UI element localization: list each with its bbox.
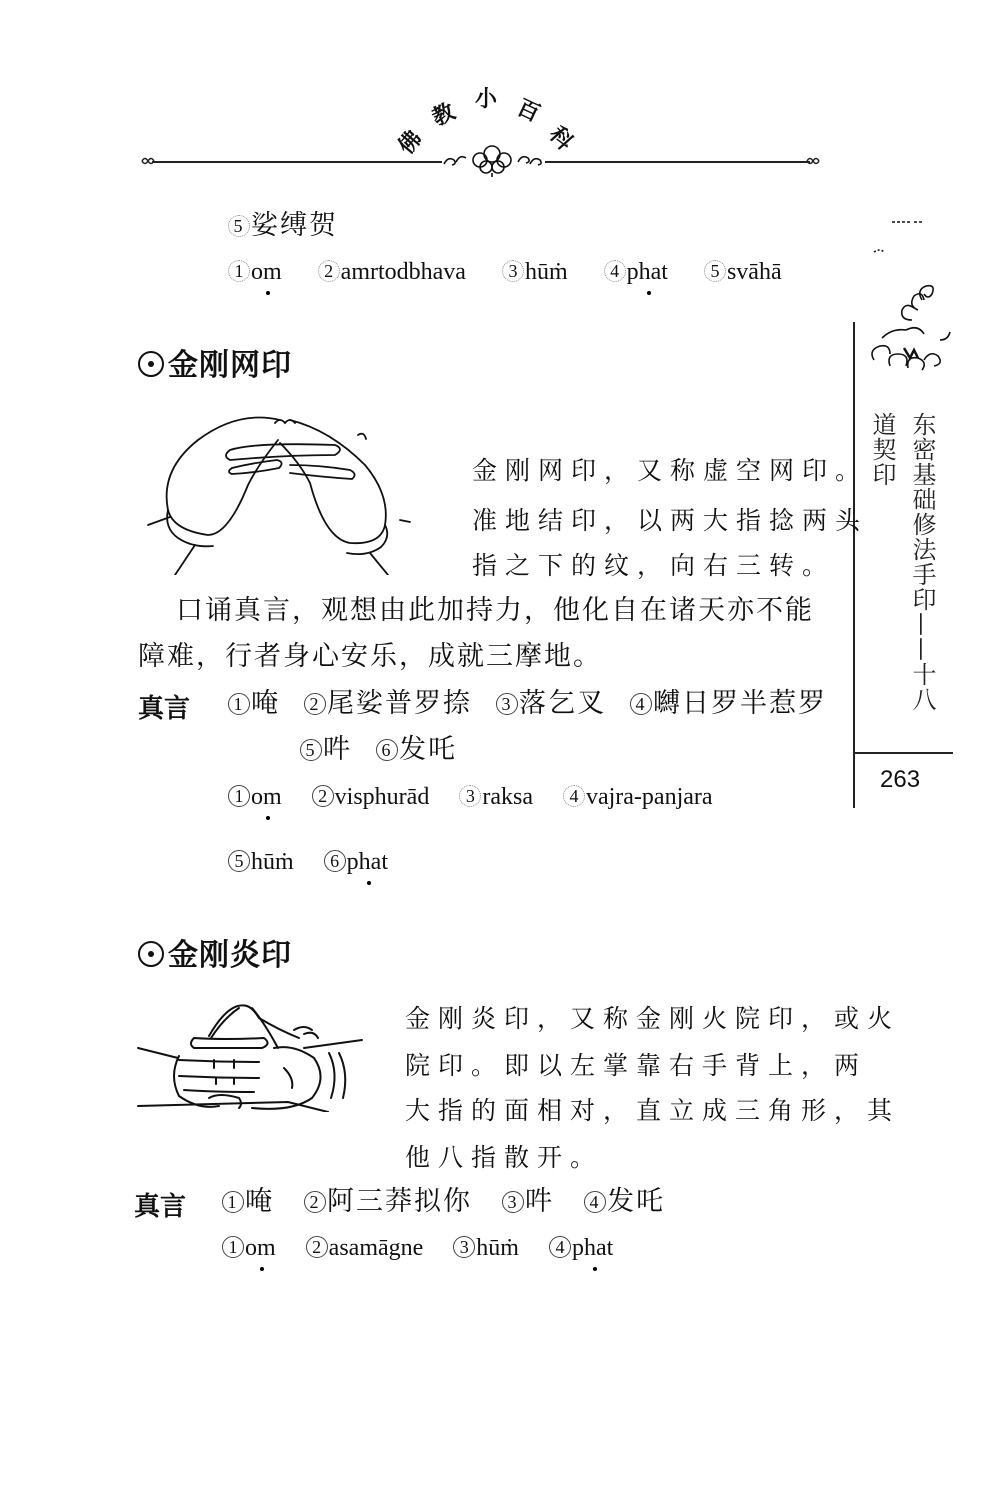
circled-number: 5 <box>228 850 250 872</box>
circled-number: 6 <box>324 850 346 872</box>
description-line: 金刚炎印，又称金刚火院印，或火 <box>405 1004 901 1033</box>
circled-number: 3 <box>502 260 524 282</box>
circled-number: 3 <box>459 785 481 807</box>
mantra-latin-line <box>228 785 743 809</box>
mantra-cn-text: 吽 <box>525 1186 554 1217</box>
header-char: 教 <box>428 99 460 132</box>
circled-number: 5 <box>704 260 726 282</box>
mantra-label: 真言 <box>138 694 191 724</box>
description-line: 指之下的纹，向右三转。 <box>472 551 836 580</box>
circled-number: 2 <box>304 693 326 715</box>
header-rule-left <box>152 161 442 163</box>
mantra-cn-text: 娑缚贺 <box>251 210 338 241</box>
mantra-latin-text: hūṁ <box>251 849 294 875</box>
margin-rule-vertical <box>853 322 855 808</box>
mantra-latin-text: amrtodbhava <box>340 259 466 285</box>
mantra-latin-text: phat <box>571 1235 614 1261</box>
header-char: 佛 <box>393 126 428 160</box>
circled-number: 2 <box>318 260 340 282</box>
section-heading <box>138 930 292 974</box>
page-number: 263 <box>880 766 921 793</box>
mantra-cn-line <box>228 688 827 719</box>
mantra-latin-text: phat <box>346 849 388 875</box>
scroll-end-ornament-icon <box>805 154 821 168</box>
circled-number: 1 <box>222 1236 244 1258</box>
circled-number: 4 <box>549 1236 571 1258</box>
description-line: 他八指散开。 <box>405 1143 604 1172</box>
bullet-circle-icon <box>138 351 164 377</box>
description-line: 准地结印，以两大指捻两头 <box>472 506 869 535</box>
section-title-text: 金刚网印 <box>168 348 292 383</box>
circled-number: 4 <box>563 785 585 807</box>
circled-number: 1 <box>228 693 250 715</box>
hand-mudra-illustration <box>134 998 366 1112</box>
mantra-latin-line-continued <box>228 850 418 874</box>
chapter-title: 东密基础修法手印——十八 <box>908 412 936 712</box>
circled-number: 2 <box>304 1191 326 1213</box>
circled-number: 6 <box>376 739 398 761</box>
circled-number: 1 <box>222 1191 244 1213</box>
circled-number: 4 <box>584 1191 606 1213</box>
margin-rule-horizontal <box>853 752 953 754</box>
paragraph-line: 障难，行者身心安乐，成就三摩地。 <box>138 641 602 672</box>
circled-number: 4 <box>604 260 626 282</box>
header-rule-right <box>545 161 810 163</box>
circled-number: 4 <box>630 693 652 715</box>
paragraph-line: 口诵真言，观想由此加持力，他化自在诸天亦不能 <box>176 595 814 626</box>
cloud-ornament-icon <box>440 142 550 178</box>
mantra-latin-text: hūṁ <box>524 259 568 285</box>
mantra-cn-line-continued <box>300 736 487 763</box>
circled-number: 5 <box>300 739 322 761</box>
mantra-cn-text: 吽 <box>323 734 352 765</box>
mantra-cn-text: 发吒 <box>607 1186 665 1217</box>
section-title-text: 金刚炎印 <box>168 938 292 973</box>
section-heading <box>138 340 292 384</box>
mantra-latin-text: om <box>251 259 282 285</box>
mantra-cn-text: 唵 <box>251 688 280 719</box>
mantra-latin-text: raksa <box>482 784 533 810</box>
scroll-end-ornament-icon <box>140 154 156 168</box>
circled-number: 2 <box>306 1236 328 1258</box>
mantra-latin-line <box>222 1236 643 1260</box>
mantra-cn-item <box>228 212 338 239</box>
section-title: 道契印 <box>868 412 896 487</box>
circled-number: 3 <box>496 693 518 715</box>
circled-number: 1 <box>228 785 250 807</box>
description-line: 金刚网印，又称虚空网印。 <box>472 456 869 485</box>
mantra-cn-line <box>222 1188 695 1215</box>
hand-mudra-illustration <box>140 405 430 575</box>
description-line: 院印。即以左掌靠右手背上，两 <box>405 1051 868 1080</box>
header-char: 百 <box>512 95 544 128</box>
mantra-cn-text: 唵 <box>245 1186 274 1217</box>
mantra-latin-text: visphurād <box>334 784 430 810</box>
mantra-latin-text: vajra-panjara <box>585 784 713 810</box>
circled-number: 3 <box>502 1191 524 1213</box>
mantra-cn-text: 落乞叉 <box>519 688 606 719</box>
circled-number: 5 <box>228 215 250 237</box>
bullet-circle-icon <box>138 941 164 967</box>
mantra-latin-line <box>228 260 812 284</box>
circled-number: 2 <box>312 785 334 807</box>
header-char: 科 <box>543 122 578 156</box>
mantra-cn-text: 发吒 <box>399 734 457 765</box>
mantra-latin-text: asamāgne <box>328 1235 424 1261</box>
mantra-label: 真言 <box>134 1192 187 1222</box>
mantra-cn-text: 尾娑普罗捺 <box>327 688 472 719</box>
flying-cloud-ornament-icon <box>862 210 962 380</box>
description-line: 大指的面相对，直立成三角形，其 <box>405 1096 901 1125</box>
mantra-cn-text: 阿三莽拟你 <box>327 1186 472 1217</box>
mantra-latin-text: om <box>251 784 282 810</box>
circled-number: 1 <box>228 260 250 282</box>
mantra-latin-text: hūṁ <box>476 1235 519 1261</box>
mantra-latin-text: om <box>245 1235 276 1261</box>
header-char: 小 <box>475 87 498 112</box>
mantra-latin-text: svāhā <box>726 259 782 285</box>
circled-number: 3 <box>453 1236 475 1258</box>
mantra-latin-text: phat <box>626 259 668 285</box>
mantra-cn-text: 嚩日罗半惹罗 <box>653 688 827 719</box>
